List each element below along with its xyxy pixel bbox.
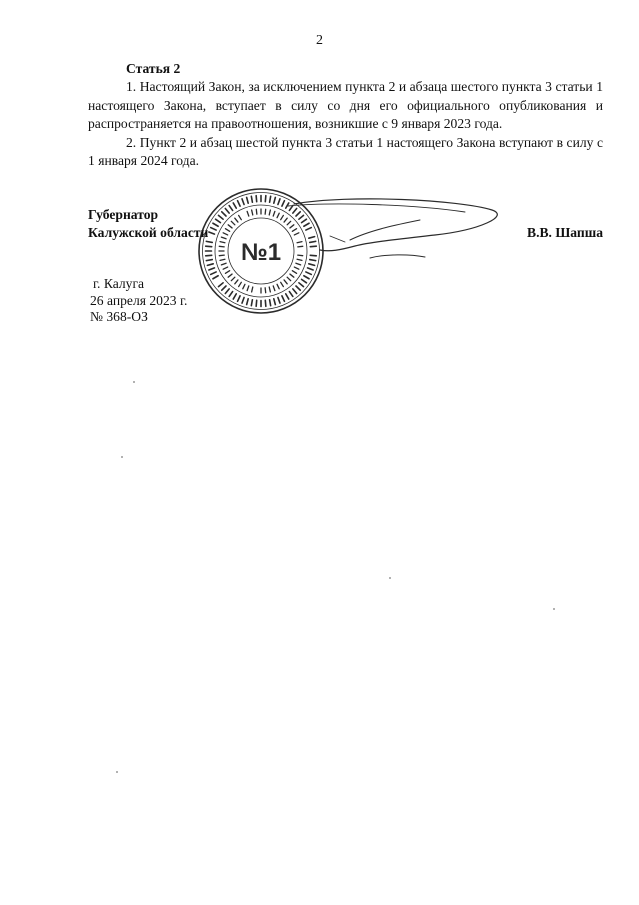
seal-lettering-mark <box>278 298 280 304</box>
seal-lettering-mark <box>282 296 285 301</box>
seal-lettering-mark <box>247 286 249 291</box>
seal-lettering-mark <box>251 300 252 306</box>
seal-lettering-mark <box>225 271 229 274</box>
seal-lettering-mark <box>289 292 292 297</box>
article-heading: Статья 2 <box>126 61 181 76</box>
scan-speck <box>116 771 118 773</box>
seal-lettering-mark <box>220 259 225 260</box>
seal-lettering-mark <box>278 199 280 205</box>
governor-title-line-2: Калужской области <box>88 225 209 241</box>
seal-lettering-mark <box>256 300 257 306</box>
signature-block <box>88 206 603 256</box>
seal-lettering-mark <box>294 267 299 269</box>
seal-center-text: №1 <box>240 239 282 266</box>
seal-lettering-mark <box>265 300 266 306</box>
seal-lettering-mark <box>270 300 271 306</box>
seal-lettering-mark <box>228 274 232 277</box>
seal-lettering-mark <box>247 197 249 203</box>
scan-speck <box>389 577 391 579</box>
signer-name: В.В. Шапша <box>527 225 603 240</box>
city: г. Калуга <box>93 276 145 291</box>
seal-lettering-mark <box>251 196 252 202</box>
article-paragraph-2: 2. Пункт 2 и абзац шестой пункта 3 статьи 1 настоящего Закона вступают в силу с 1 января 2024 года. <box>88 134 603 169</box>
seal-lettering-mark <box>309 264 315 266</box>
seal-lettering-mark <box>290 274 294 277</box>
seal-lettering-mark <box>235 280 238 284</box>
seal-lettering-mark <box>231 277 235 281</box>
seal-lettering-mark <box>209 268 215 270</box>
seal-lettering-mark <box>238 296 241 301</box>
seal-lettering-mark <box>225 289 229 294</box>
seal-lettering-mark <box>252 287 253 292</box>
page-number: 2 <box>316 33 323 48</box>
seal-lettering-mark <box>229 292 232 297</box>
seal-lettering-mark <box>265 288 266 293</box>
seal-lettering-mark <box>265 196 266 202</box>
seal-lettering-mark <box>270 196 271 202</box>
scan-speck <box>133 381 135 383</box>
seal-lettering-mark <box>284 280 287 284</box>
seal-lettering-mark <box>207 264 213 266</box>
seal-lettering-mark <box>293 289 297 294</box>
article-paragraph-1: 1. Настоящий Закон, за исключением пункта 2 и абзаца шестого пункта 3 статьи 1 настоящего Закона, вступает в силу со дня его официального опубликования и распространяется на правоотношения, возникшие с 9 января 2023 года. <box>88 79 603 132</box>
seal-lettering-mark <box>242 199 244 205</box>
seal-lettering-mark <box>243 284 245 289</box>
seal-lettering-mark <box>310 260 316 261</box>
seal-lettering-mark <box>306 272 311 275</box>
governor-title <box>88 206 208 243</box>
seal-lettering-mark <box>247 299 249 305</box>
law-number: № 368-ОЗ <box>90 309 148 325</box>
scan-speck <box>553 608 555 610</box>
seal-lettering-mark <box>206 260 212 261</box>
seal-lettering-mark <box>239 282 242 286</box>
seal-lettering-mark <box>296 263 301 265</box>
seal-lettering-mark <box>308 268 314 270</box>
seal-lettering-mark <box>274 299 276 305</box>
seal-lettering-mark <box>302 279 307 282</box>
seal-lettering-mark <box>287 277 291 281</box>
seal-lettering-mark <box>256 196 257 202</box>
scan-speck <box>121 456 123 458</box>
seal-lettering-mark <box>296 286 300 290</box>
seal-lettering-mark <box>211 272 216 275</box>
governor-title-line-1: Губернатор <box>88 207 159 222</box>
place-date-block <box>90 276 187 326</box>
seal-lettering-mark <box>233 294 236 299</box>
seal-lettering-mark <box>304 276 309 279</box>
seal-lettering-mark <box>222 286 226 290</box>
seal-lettering-mark <box>286 294 289 299</box>
seal-lettering-mark <box>274 197 276 203</box>
seal-lettering-mark <box>221 263 226 265</box>
seal-lettering-mark <box>269 287 270 292</box>
seal-lettering-mark <box>218 283 223 287</box>
seal-lettering-mark <box>223 267 228 269</box>
seal-lettering-mark <box>242 298 244 304</box>
seal-lettering-mark <box>213 276 218 279</box>
seal-lettering-mark <box>277 284 279 289</box>
seal-lettering-mark <box>273 286 275 291</box>
seal-lettering-mark <box>292 271 296 274</box>
signing-date: 26 апреля 2023 г. <box>90 292 188 308</box>
seal-lettering-mark <box>297 259 302 260</box>
seal-lettering-mark <box>281 282 284 286</box>
seal-lettering-mark <box>299 283 304 287</box>
article-section <box>88 60 603 170</box>
